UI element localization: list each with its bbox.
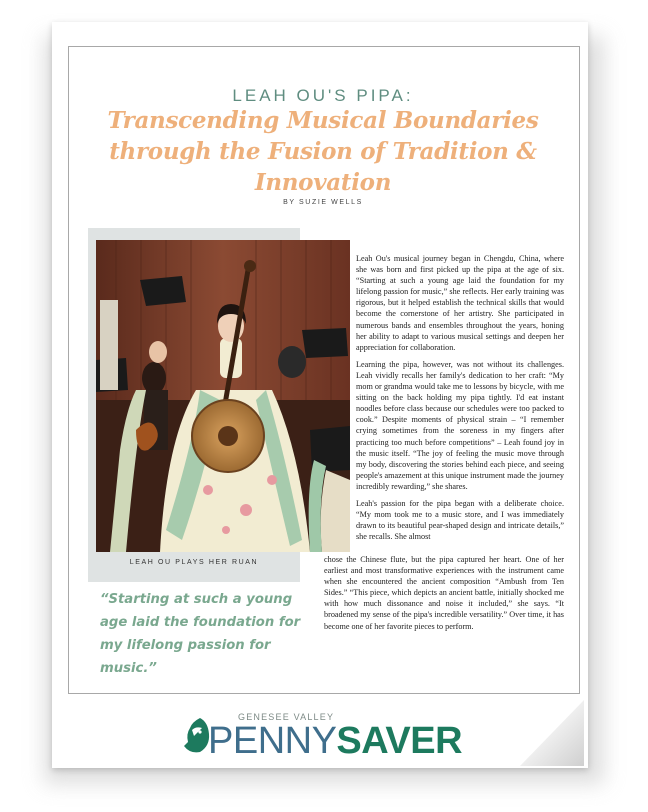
pull-quote: “Starting at such a young age laid the foundation for my lifelong passion for music.” xyxy=(100,592,301,676)
article-kicker: LEAH OU'S PIPA: xyxy=(232,86,414,105)
logo-word-saver: SAVER xyxy=(336,720,463,762)
logo-word-penny: PENNY xyxy=(208,720,337,762)
logo-top-line: GENESEE VALLEY xyxy=(238,712,335,722)
photo-caption: LEAH OU PLAYS HER RUAN xyxy=(129,559,259,566)
photo-leah-ou-ruan xyxy=(96,240,350,552)
article-headline: Transcending Musical Boundaries through the Fusion of Tradition & Innovation xyxy=(107,107,539,196)
pennysaver-logo xyxy=(178,712,478,762)
body-paragraph: Learning the pipa, however, was not without its challenges. Leah vividly recalls her family's dedication to her craft: “My mom or grandma would take me to lessons by bicycle, with me sitting on the back holding my pipa tightly. I'd eat instant noodles before class because our schedules were too packed to cook.” Despite moments of physical strain – “I remember crying sometimes from the soreness in my fingers after practicing too much before competitions” – Leah found joy in the music itself. “The joy of feeling the music move through my body, discovering the stories behind each piece, and seeing people's amazement at this unique instrument made the journey incredibly rewarding,” she shares. xyxy=(356,359,564,491)
article-body-column-wide xyxy=(324,554,564,638)
body-paragraph: Leah's passion for the pipa began with a deliberate choice. “My mom took me to a music store, and I was immediately drawn to its beautiful pear-shaped design and intricate details,” she recalls. She almost xyxy=(356,498,564,542)
horse-head-icon xyxy=(178,714,212,754)
article-byline: BY SUZIE WELLS xyxy=(283,199,363,206)
body-paragraph: Leah Ou's musical journey began in Chengdu, China, where she was born and first picked up the pipa at the age of six. “Starting at such a young age laid the foundation for my lifelong passion for music,” she reflects. Her early training was rigorous, but it helped establish the technical skills that would become the cornerstone of her artistry. She participated in numerous bands and ensembles throughout the years, honing her ability to adapt to various musical settings and deepen her appreciation for collaboration. xyxy=(356,254,564,352)
body-paragraph: chose the Chinese flute, but the pipa captured her heart. One of her earliest and most transformative experiences with the instrument came when she encountered the ancient composition “Ambush from Ten Sides.” “This piece, which depicts an ancient battle, initially shocked me with how much dissonance and noise it included,” she says. “It broadened my sense of the pipa's incredible versatility.” Over time, it has become one of her favorite pieces to perform. xyxy=(324,555,564,631)
article-body-column-right xyxy=(356,253,564,548)
photo-illustration xyxy=(96,240,350,552)
logo-wordmark xyxy=(208,720,462,762)
